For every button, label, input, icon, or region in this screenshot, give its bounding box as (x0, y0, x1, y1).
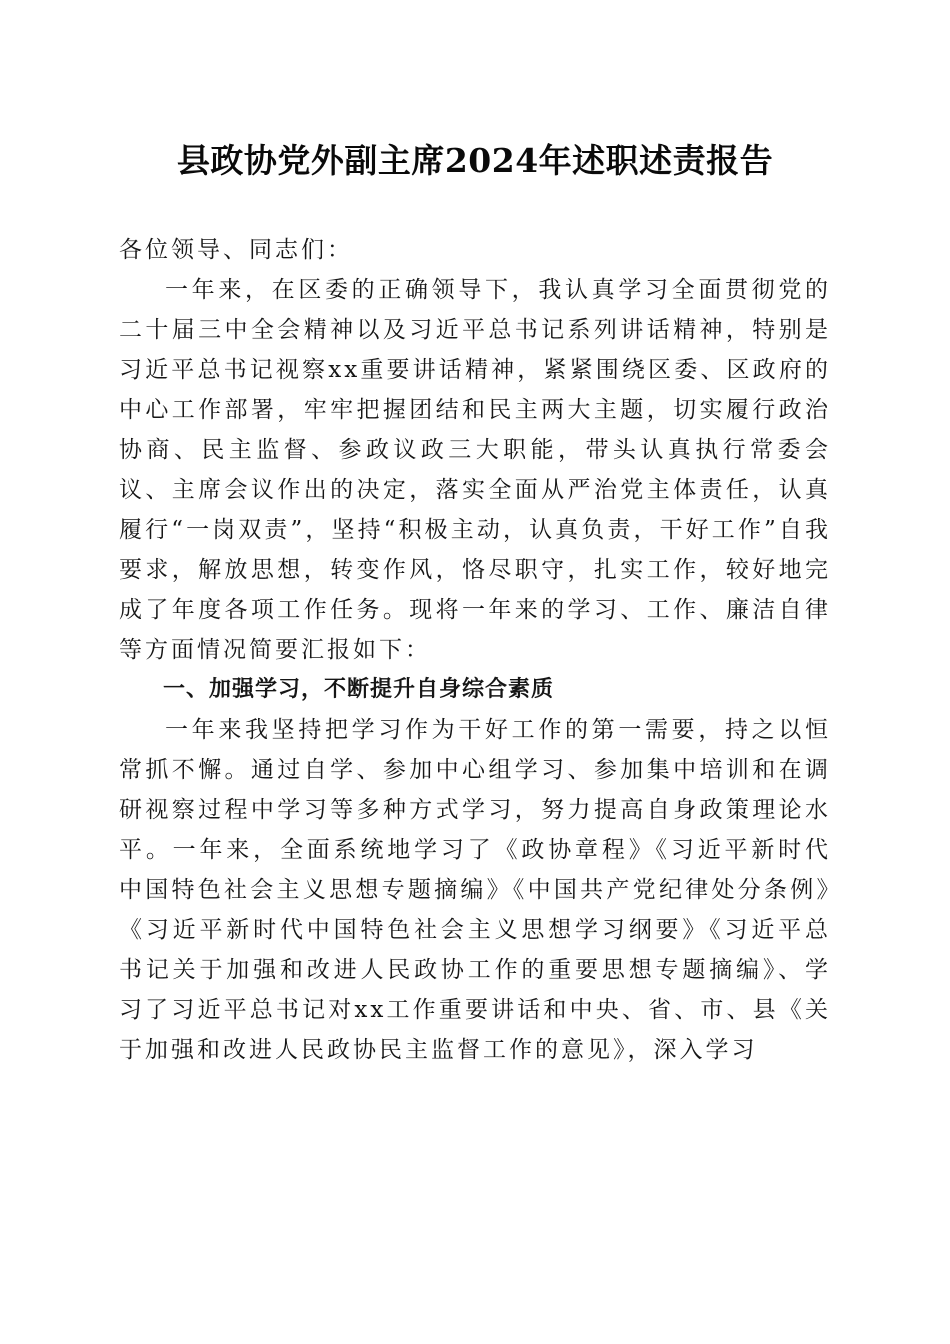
document-body (119, 230, 831, 1070)
document-title: 县政协党外副主席2024年述职述责报告 (176, 141, 774, 180)
salutation: 各位领导、同志们： (119, 237, 353, 263)
study-paragraph: 一年来我坚持把学习作为干好工作的第一需要，持之以恒常抓不懈。通过自学、参加中心组学习、参加集中培训和在调研视察过程中学习等多种方式学习，努力提高自身政策理论水平。一年来，全面系统地学习了《政协章程》《习近平新时代中国特色社会主义思想专题摘编》《中国共产党纪律处分条例》《习近平新时代中国特色社会主义思想学习纲要》《习近平总书记关于加强和改进人民政协工作的重要思想专题摘编》、学习了习近平总书记对xx工作重要讲话和中央、省、市、县《关于加强和改进人民政协民主监督工作的意见》，深入学习 (119, 717, 831, 1063)
intro-paragraph: 一年来，在区委的正确领导下，我认真学习全面贯彻党的二十届三中全会精神以及习近平总书记系列讲话精神，特别是习近平总书记视察xx重要讲话精神，紧紧围绕区委、区政府的中心工作部署，牢牢把握团结和民主两大主题，切实履行政治协商、民主监督、参政议政三大职能，带头认真执行常委会议、主席会议作出的决定，落实全面从严治党主体责任，认真履行“一岗双责”，坚持“积极主动，认真负责，干好工作”自我要求，解放思想，转变作风，恪尽职守，扎实工作，较好地完成了年度各项工作任务。现将一年来的学习、工作、廉洁自律等方面情况简要汇报如下： (119, 277, 831, 663)
section-heading: 一、加强学习，不断提升自身综合素质 (163, 677, 555, 702)
